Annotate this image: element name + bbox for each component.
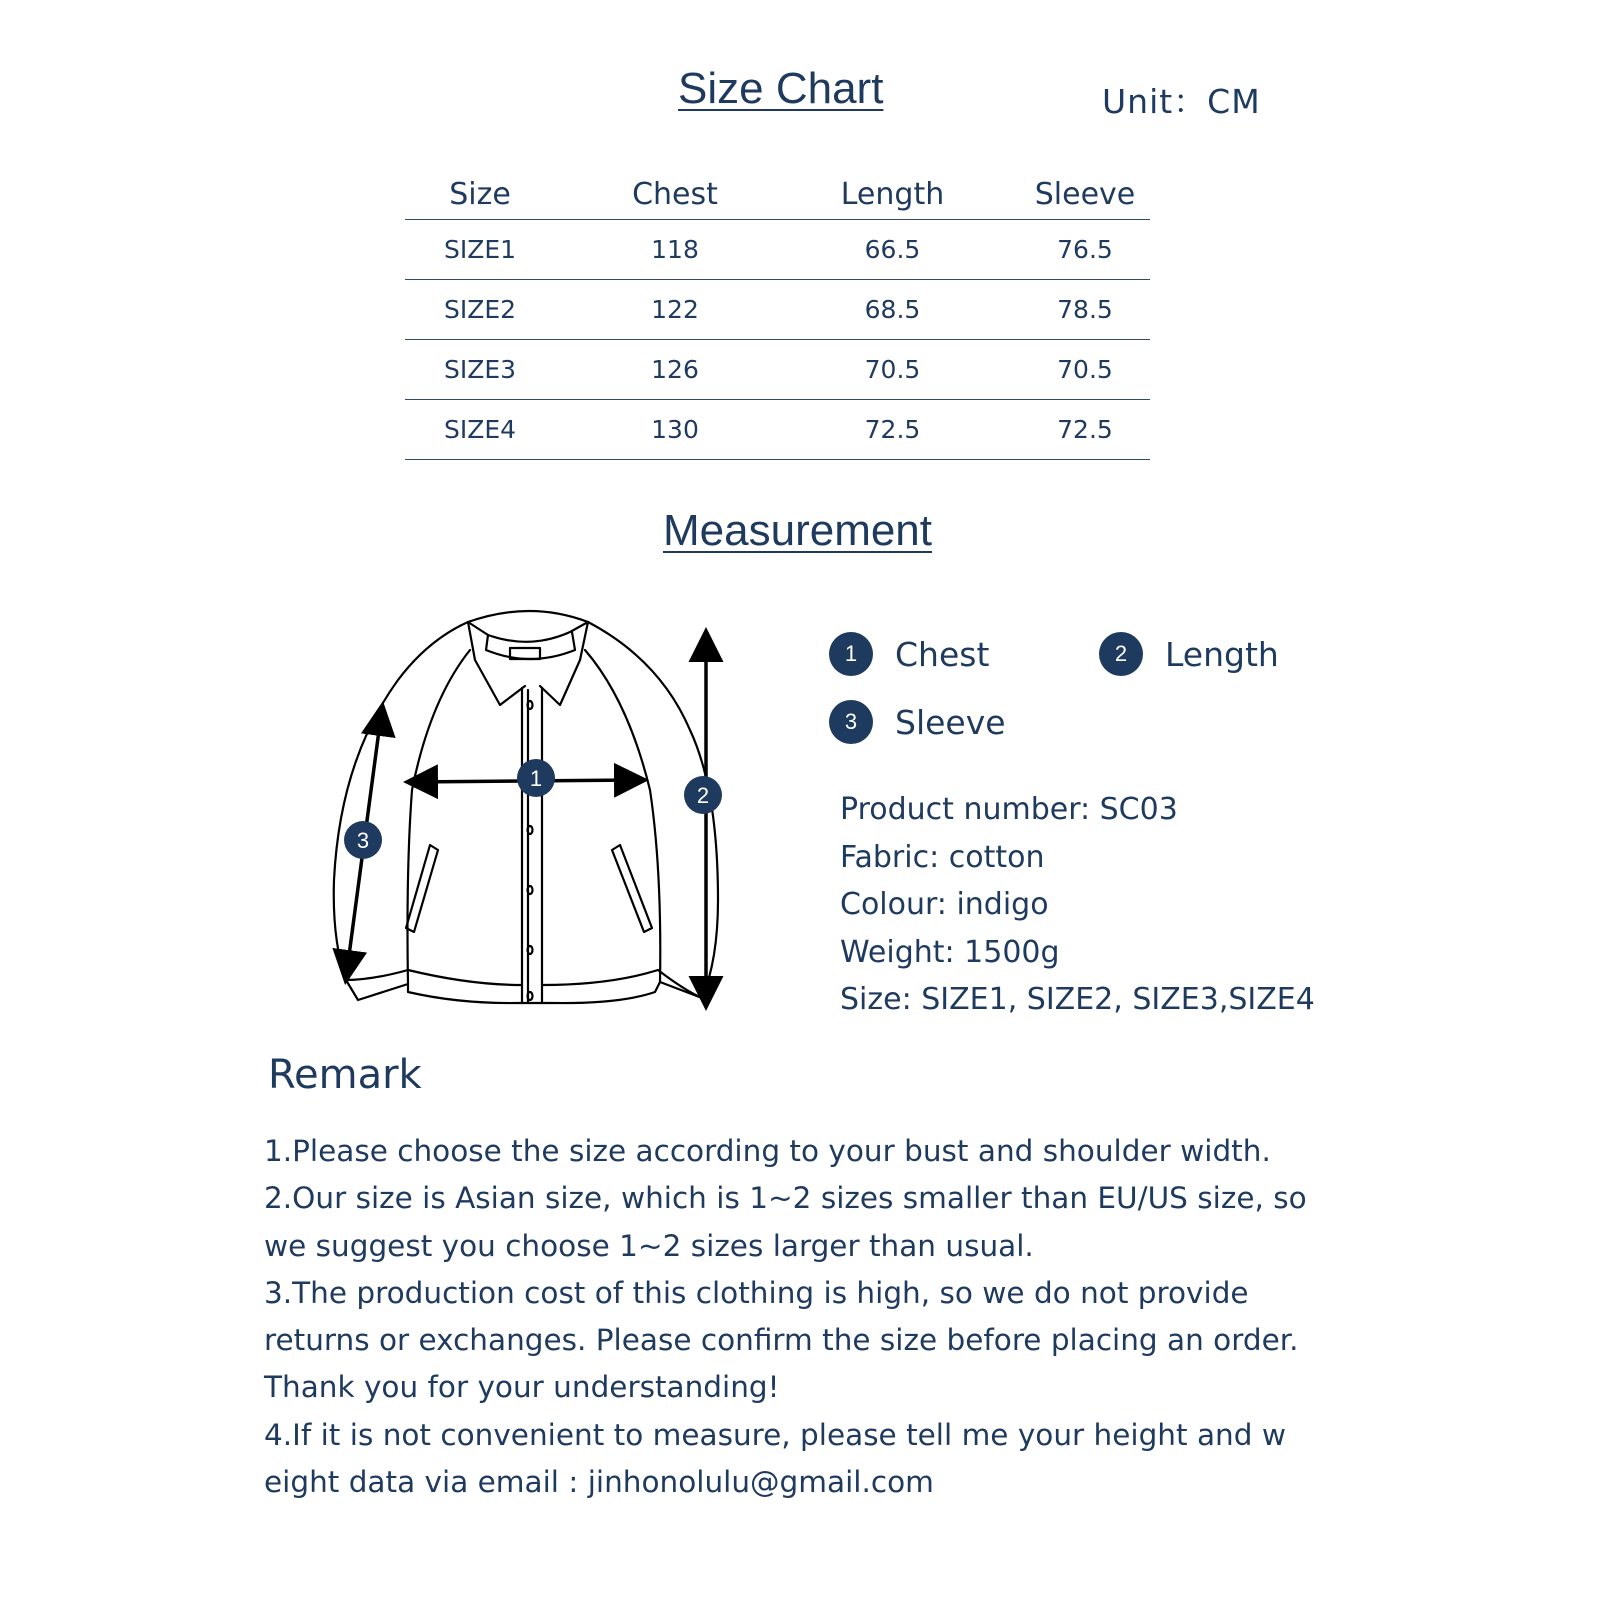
remark-heading: Remark [268,1052,422,1098]
cell-sleeve: 76.5 [1057,235,1113,264]
column-header-size: Size [449,177,511,212]
product-fabric: Fabric: cotton [840,839,1045,875]
jacket-outline [334,611,718,1003]
legend-badge-1: 1 [829,632,873,676]
cell-chest: 126 [651,355,699,384]
legend-chest [829,632,989,676]
product-colour: Colour: indigo [840,887,1049,922]
cell-chest: 118 [651,235,699,264]
jacket-diagram [320,600,740,1030]
cell-sleeve: 72.5 [1057,415,1113,444]
remark-line: 4.If it is not convenient to measure, please tell me your height and w [264,1417,1286,1452]
diagram-marker-3 [344,821,382,859]
remark-body [264,1128,1344,1506]
cell-length: 66.5 [864,235,921,264]
diagram-marker-1 [517,759,555,797]
table-row [405,340,1150,400]
product-sizes: Size: SIZE1, SIZE2, SIZE3,SIZE4 [840,982,1315,1017]
column-header-chest: Chest [632,177,718,212]
product-number: Product number: SC03 [840,792,1178,827]
cell-size: SIZE3 [443,355,517,384]
unit-label: Unit：CM [1102,82,1261,121]
legend-badge-3: 3 [829,700,873,744]
cell-chest: 130 [651,415,699,444]
product-info [840,786,1315,1024]
diagram-marker-2-label: 2 [696,783,710,808]
remark-line: 2.Our size is Asian size, which is 1~2 sizes smaller than EU/US size, so [264,1181,1307,1216]
measurement-arrows [346,634,706,1004]
cell-length: 68.5 [864,295,921,324]
remark-line: Thank you for your understanding! [264,1370,780,1405]
legend-label-chest: Chest [895,634,990,674]
remark-line: returns or exchanges. Please confirm the size before placing an order. [264,1323,1299,1358]
size-chart-title: Size Chart [678,64,884,113]
legend-label-length: Length [1165,634,1279,674]
remark-line: 1.Please choose the size according to your bust and shoulder width. [264,1134,1271,1168]
table-row [405,280,1150,340]
product-weight: Weight: 1500g [840,934,1060,970]
cell-sleeve: 78.5 [1057,295,1113,324]
cell-sleeve: 70.5 [1057,355,1113,384]
legend-label-sleeve: Sleeve [895,702,1006,742]
remark-line: eight data via email : jinhonolulu@gmail.com [264,1465,934,1500]
legend-badge-2: 2 [1099,632,1143,676]
diagram-marker-2 [684,776,722,814]
diagram-marker-3-label: 3 [356,828,370,853]
remark-line: 3.The production cost of this clothing is high, so we do not provide [264,1275,1249,1310]
cell-length: 70.5 [864,355,921,384]
table-header-row [405,170,1150,220]
cell-length: 72.5 [864,415,921,444]
table-row [405,400,1150,460]
cell-chest: 122 [651,295,699,324]
size-table [405,170,1150,460]
cell-size: SIZE2 [443,295,517,324]
remark-line: we suggest you choose 1~2 sizes larger than usual. [264,1228,1034,1263]
legend-sleeve [829,700,1006,744]
diagram-marker-1-label: 1 [529,766,543,791]
measurement-title: Measurement [663,506,933,555]
table-row [405,220,1150,280]
column-header-length: Length [840,177,945,212]
legend-length [1099,632,1279,676]
cell-size: SIZE4 [443,415,517,444]
cell-size: SIZE1 [443,235,517,264]
column-header-sleeve: Sleeve [1034,177,1136,212]
